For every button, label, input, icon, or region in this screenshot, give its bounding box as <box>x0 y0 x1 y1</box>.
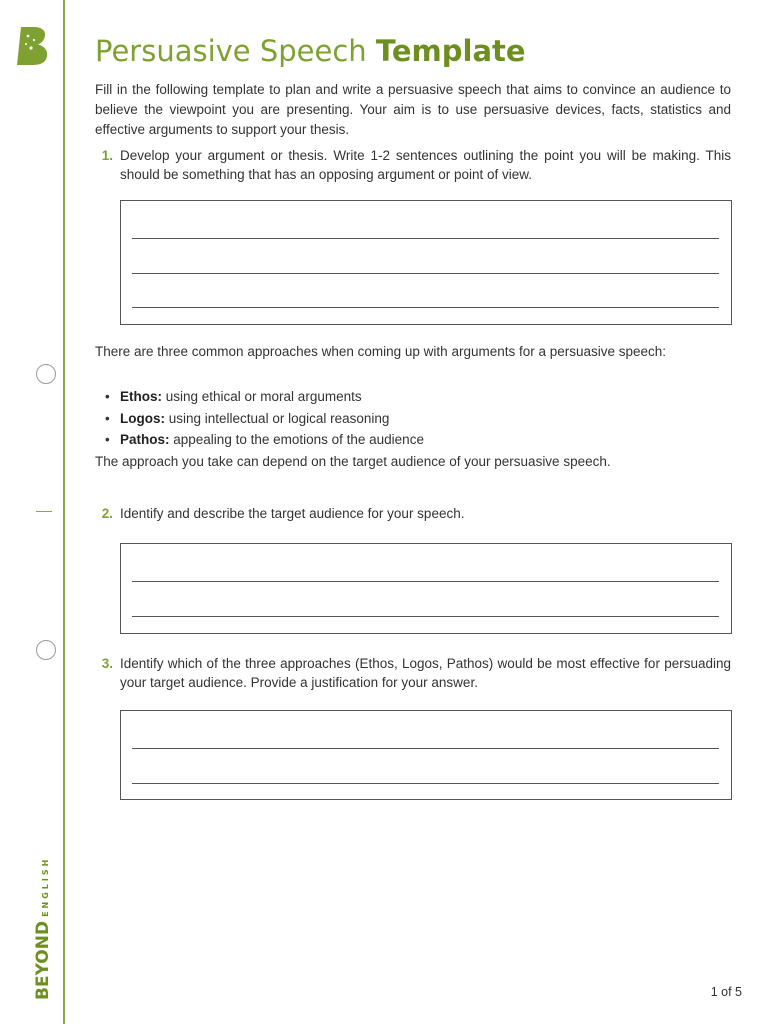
approach-desc: using ethical or moral arguments <box>162 389 362 404</box>
answer-box-1[interactable] <box>120 200 732 325</box>
fold-mark <box>36 511 52 512</box>
approach-term: Ethos: <box>120 389 162 404</box>
approach-desc: appealing to the emotions of the audience <box>169 432 424 447</box>
approaches-outro: The approach you take can depend on the target audience of your persuasive speech. <box>95 454 611 469</box>
list-item: • Pathos: appealing to the emotions of the audience <box>105 432 424 447</box>
approach-desc: using intellectual or logical reasoning <box>165 410 390 426</box>
answer-box-2[interactable] <box>120 543 732 634</box>
punch-hole-icon <box>36 640 56 660</box>
question-text: Identify and describe the target audience for your speech. <box>120 506 465 521</box>
approach-term: Pathos: <box>120 432 170 447</box>
list-item: • Ethos: using ethical or moral arguments <box>105 389 362 404</box>
brand-name: BEYOND <box>33 920 53 1000</box>
question-3 <box>95 654 731 692</box>
question-number: 2. <box>101 506 113 521</box>
answer-line[interactable] <box>132 748 719 749</box>
question-2 <box>95 504 731 523</box>
question-text: Develop your argument or thesis. Write 1-2 sentences outlining the point you will be making. This should be something that has an opposing argument or point of view. <box>120 148 731 182</box>
question-text: Identify which of the three approaches (Ethos, Logos, Pathos) would be most effective for persuading your target audience. Provide a justification for your answer. <box>120 656 731 690</box>
list-item: • Logos: using intellectual or logical reasoning <box>105 410 390 426</box>
beyond-logo-icon <box>16 26 50 66</box>
answer-line[interactable] <box>132 616 719 617</box>
page-title <box>95 34 526 68</box>
approaches-intro: There are three common approaches when coming up with arguments for a persuasive speech: <box>95 344 667 359</box>
answer-line[interactable] <box>132 783 719 784</box>
title-light: Persuasive Speech <box>95 34 367 68</box>
intro-paragraph: Fill in the following template to plan and write a persuasive speech that aims to convince an audience to believe the viewpoint you are presenting. Your aim is to use persuasive devices, facts, statistics and effective arguments to support your thesis. <box>95 82 731 137</box>
answer-line[interactable] <box>132 273 719 274</box>
answer-line[interactable] <box>132 307 719 308</box>
question-1 <box>95 146 731 184</box>
approach-term: Logos: <box>120 410 165 426</box>
answer-line[interactable] <box>132 238 719 239</box>
punch-hole-icon <box>36 364 56 384</box>
page-number: 1 of 5 <box>710 985 742 999</box>
approaches-list <box>105 386 424 451</box>
brand-wordmark <box>33 857 53 1000</box>
question-number: 1. <box>101 148 113 163</box>
answer-line[interactable] <box>132 581 719 582</box>
question-number: 3. <box>101 656 113 671</box>
margin-rule <box>63 0 65 1024</box>
title-bold: Template <box>375 34 526 68</box>
answer-box-3[interactable] <box>120 710 732 800</box>
brand-sub: ENGLISH <box>41 856 50 917</box>
